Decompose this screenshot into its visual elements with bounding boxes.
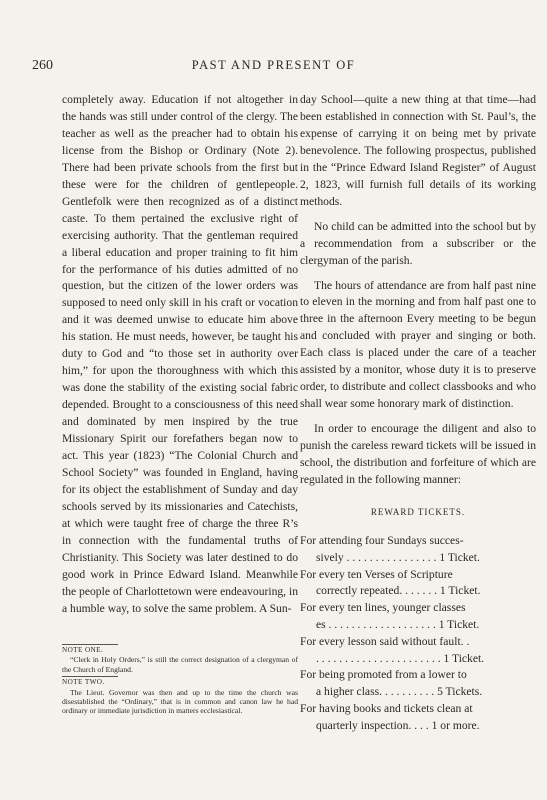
right-paragraph-4: In order to encourage the diligent and also to punish the careless reward tickets will be issued in school, the distribution and forfeiture of which are regulated in the following manner: [300, 422, 536, 487]
note-divider [62, 644, 118, 645]
note-two-label: NOTE TWO. [62, 678, 105, 687]
right-paragraph-3: The hours of attendance are from half past nine to eleven in the morning and from half past one to three in the afternoon Every meeting to be begun and concluded with prayer and singing or both. Each class is placed under the care of a teacher assisted by a monitor, whose duty it is to preserve order, to distribute and collect classbooks and who shall wear some honorary mark of distinction. [300, 278, 536, 411]
note-divider [62, 676, 118, 677]
reward-item: For attending four Sundays succes- sively . . . . . . . . . . . . . . . . 1 Ticket. [300, 533, 480, 564]
reward-tickets-title: REWARD TICKETS. [370, 506, 466, 517]
reward-item: For having books and tickets clean at quarterly inspection. . . . 1 or more. [300, 701, 480, 732]
reward-item: For being promoted from a lower to a higher class. . . . . . . . . . 5 Tickets. [300, 668, 483, 699]
reward-item: For every ten Verses of Scripture correctly repeated. . . . . . . 1 Ticket. [300, 567, 481, 598]
reward-item: For every lesson said without fault. . . . . . . . . . . . . . . . . . . . . . . . 1 Ticket. [300, 634, 485, 665]
footnotes [62, 642, 298, 716]
page-header [0, 58, 547, 78]
right-paragraph-1: day School—quite a new thing at that time—had been established in connection with St. Paul’s, the expense of carrying it on being met by private benevolence. The following prospectus, published in the “Prince Edward Island Register” of August 2, 1823, will furnish full details of its working methods. [300, 93, 536, 208]
left-column [62, 92, 298, 618]
page-number: 260 [32, 58, 53, 73]
right-column [300, 92, 536, 735]
left-paragraph: completely away. Education if not altogether in the hands was still under control of the clergy. The teacher as well as the preacher had to obtain his license from the Bishop or Ordinary (Note 2). There had been private schools from the first but these were for the children of gentlepeople. Gentlefolk were then recognized as of a distinct caste. To them pertained the exclusive right of exercising authority. That the gentleman required a liberal education and proper training to fit him for the performance of his duties admitted of no question, but the citizen of the lower orders was supposed to need only skill in his craft or vocation and it was deemed unwise to educate him above his station. He must needs, however, be taught his duty to God and “to those set in authority over him,” for upon the thoroughness with which this was done the stability of the existing social fabric depended. Brought to a consciousness of this need and dominated by men inspired by the true Missionary Spirit our forefathers began now to act. This year (1823) “The Colonial Church and School Society” was founded in England, having for its object the establishment of Sunday and day schools served by its missionaries and Catechists, at which were taught free of charge the three R’s in connection with the fundamental truths of Christianity. This Society was later destined to do good work in Prince Edward Island. Meanwhile the people of Charlottetown were endeavouring, in a humble way, to solve the same problem. A Sun- [62, 93, 298, 615]
running-head: PAST AND PRESENT OF [191, 58, 356, 72]
reward-item: For every ten lines, younger classes es . . . . . . . . . . . . . . . . . . . 1 Ticket. [300, 601, 480, 631]
note-two-text: The Lieut. Governor was then and up to the time the church was disestablished the “Ordinary,” that is in common and canon law he had ordinary or immediate jurisdiction in matters ecclesiastical. [62, 687, 298, 716]
note-one-label: NOTE ONE. [62, 646, 104, 654]
note-one-text: “Clerk in Holy Orders,” is still the correct designation of a clergyman of the Church of England. [62, 655, 298, 674]
right-paragraph-2: No child can be admitted into the school but by a recommendation from a subscriber or the clergyman of the parish. [300, 219, 536, 267]
